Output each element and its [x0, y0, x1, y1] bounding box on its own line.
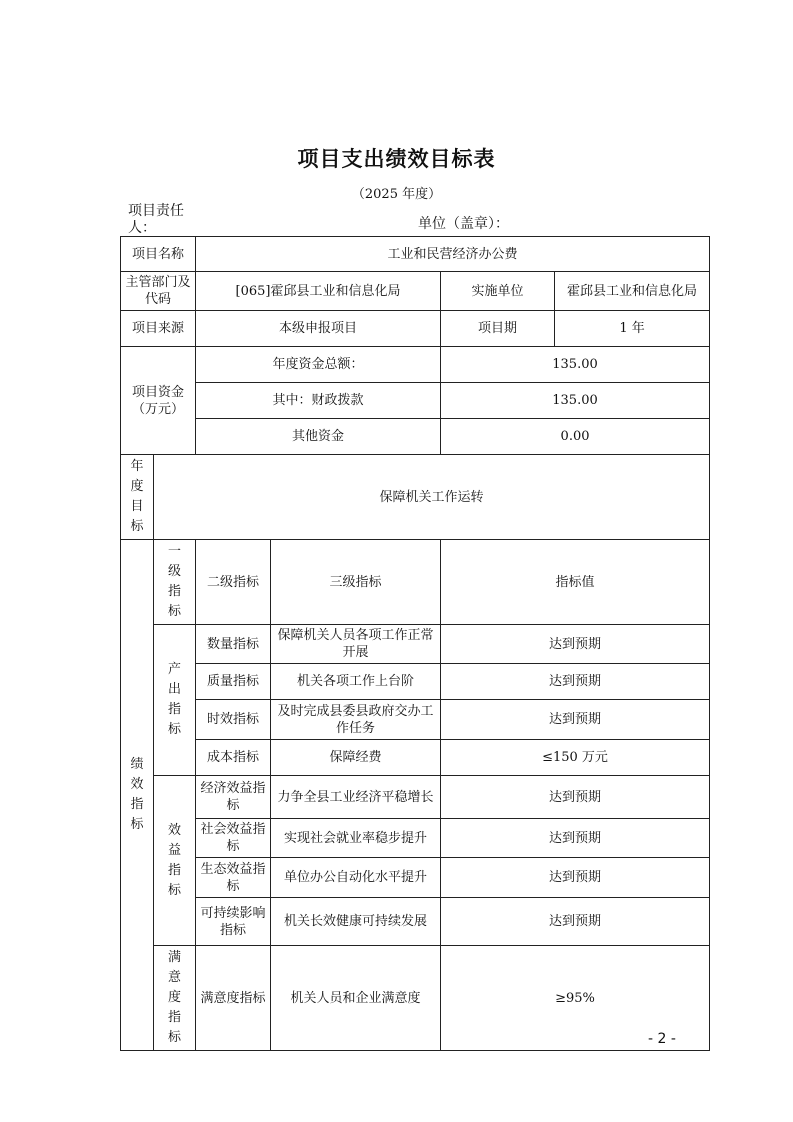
- responsible-label: 项目责任人：: [128, 203, 184, 236]
- indicator-value: 达到预期: [441, 664, 710, 700]
- output-indicator-label: 产出指标: [154, 625, 196, 776]
- source-value: 本级申报项目: [196, 311, 441, 347]
- indicator-value: ≤150 万元: [441, 740, 710, 776]
- fund-total-value: 135.00: [441, 347, 710, 383]
- indicator-l3: 机关各项工作上台阶: [271, 664, 441, 700]
- period-value: 1 年: [555, 311, 710, 347]
- period-label: 项目期: [441, 311, 555, 347]
- indicator-l2: 社会效益指标: [196, 819, 271, 858]
- performance-indicator-label: 绩效指标: [121, 540, 154, 1051]
- indicator-l3: 单位办公自动化水平提升: [271, 858, 441, 898]
- indicator-l3: 及时完成县委县政府交办工作任务: [271, 700, 441, 740]
- indicator-value: 达到预期: [441, 776, 710, 819]
- indicator-l2: 生态效益指标: [196, 858, 271, 898]
- indicator-value: 达到预期: [441, 819, 710, 858]
- indicator-l3: 保障经费: [271, 740, 441, 776]
- unit-label: 单位（盖章）：: [418, 216, 509, 232]
- indicator-l3: 保障机关人员各项工作正常开展: [271, 625, 441, 664]
- indicator-value: 达到预期: [441, 858, 710, 898]
- fund-fiscal-value: 135.00: [441, 383, 710, 419]
- page-title: 项目支出绩效目标表: [297, 147, 496, 171]
- year-label: （2025 年度）: [351, 187, 442, 202]
- fund-fiscal-label: 其中：财政拨款: [196, 383, 441, 419]
- dept-value: [065]霍邱县工业和信息化局: [196, 272, 441, 311]
- indicator-l2: 时效指标: [196, 700, 271, 740]
- indicator-l3: 机关人员和企业满意度: [271, 946, 441, 1051]
- indicator-l3: 机关长效健康可持续发展: [271, 898, 441, 946]
- header-value: 指标值: [441, 540, 710, 625]
- impl-unit-label: 实施单位: [441, 272, 555, 311]
- indicator-l2: 质量指标: [196, 664, 271, 700]
- indicator-l2: 数量指标: [196, 625, 271, 664]
- header-level3: 三级指标: [271, 540, 441, 625]
- fund-label: 项目资金（万元）: [121, 347, 196, 455]
- dept-label: 主管部门及代码: [121, 272, 196, 311]
- performance-table: [120, 236, 710, 1051]
- annual-goal-value: 保障机关工作运转: [154, 455, 710, 540]
- indicator-value: 达到预期: [441, 898, 710, 946]
- header-level2: 二级指标: [196, 540, 271, 625]
- indicator-value: 达到预期: [441, 625, 710, 664]
- indicator-l2: 满意度指标: [196, 946, 271, 1051]
- satisfaction-indicator-label: 满意度指标: [154, 946, 196, 1051]
- page-number: - 2 -: [648, 1031, 676, 1047]
- indicator-value: 达到预期: [441, 700, 710, 740]
- header-level1: 一级指标: [154, 540, 196, 625]
- annual-goal-label: 年度目标: [121, 455, 154, 540]
- indicator-value: ≥95%: [441, 946, 710, 1051]
- fund-other-label: 其他资金: [196, 419, 441, 455]
- fund-other-value: 0.00: [441, 419, 710, 455]
- indicator-l3: 力争全县工业经济平稳增长: [271, 776, 441, 819]
- fund-total-label: 年度资金总额：: [196, 347, 441, 383]
- project-name-label: 项目名称: [121, 237, 196, 272]
- impl-unit-value: 霍邱县工业和信息化局: [555, 272, 710, 311]
- indicator-l2: 可持续影响指标: [196, 898, 271, 946]
- project-name-value: 工业和民营经济办公费: [196, 237, 710, 272]
- indicator-l3: 实现社会就业率稳步提升: [271, 819, 441, 858]
- indicator-l2: 经济效益指标: [196, 776, 271, 819]
- benefit-indicator-label: 效益指标: [154, 776, 196, 946]
- indicator-l2: 成本指标: [196, 740, 271, 776]
- source-label: 项目来源: [121, 311, 196, 347]
